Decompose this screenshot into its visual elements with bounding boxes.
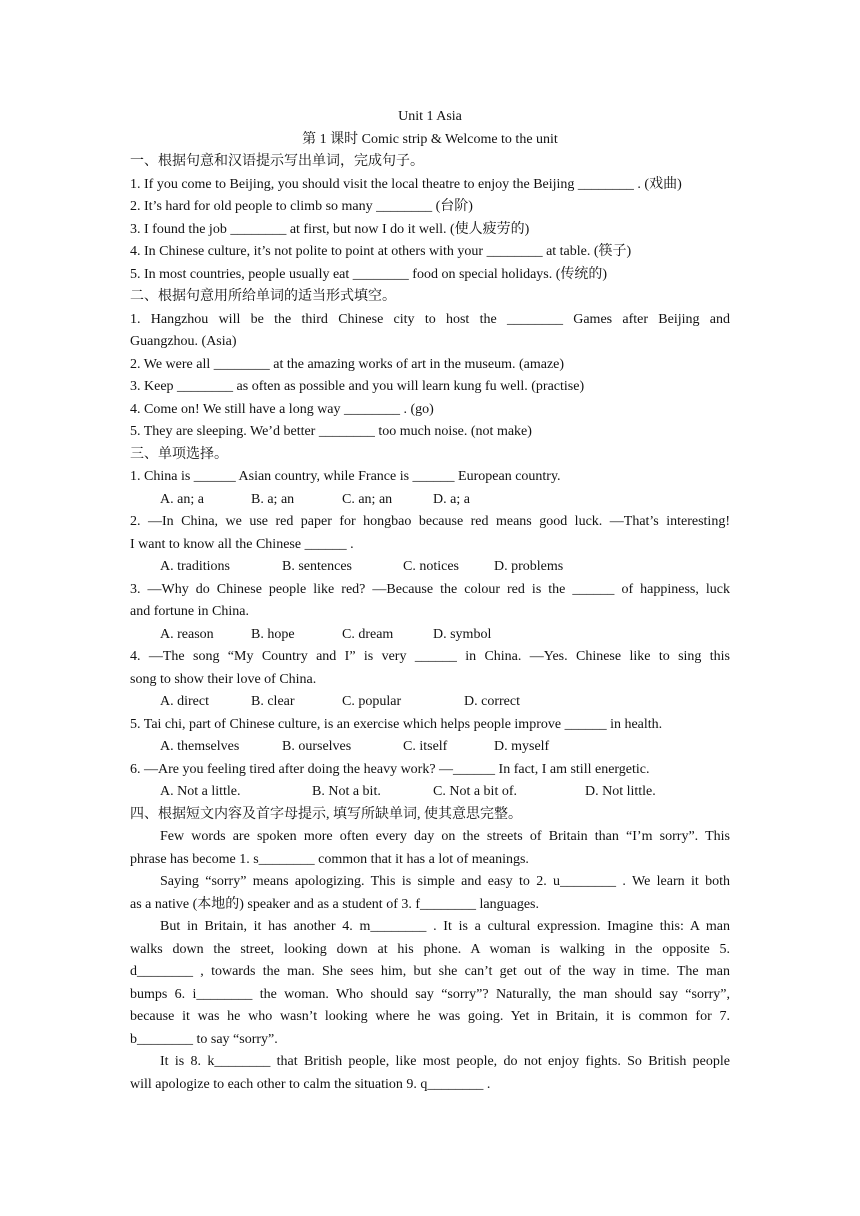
worksheet-content bbox=[130, 106, 730, 1096]
option-c: C. popular bbox=[342, 694, 402, 709]
s1-question-3: 3. I found the job ________ at first, but now I do it well. (使人疲劳的) bbox=[130, 221, 530, 237]
option-d: D. problems bbox=[494, 559, 564, 574]
s3-question-2-line-2: I want to know all the Chinese ______ . bbox=[130, 536, 354, 552]
passage-line: But in Britain, it has another 4. m________ . It is a cultural expression. Imagine this: A man bbox=[160, 919, 730, 934]
option-a: A. direct bbox=[160, 694, 209, 709]
passage-line: phrase has become 1. s________ common that it has a lot of meanings. bbox=[130, 851, 529, 867]
s2-question-1-line-1: 1. Hangzhou will be the third Chinese city to host the ________ Games after Beijing and bbox=[130, 311, 730, 327]
passage-line: Saying “sorry” means apologizing. This is simple and easy to 2. u________ . We learn it both bbox=[160, 874, 730, 889]
s3-q2-options bbox=[130, 556, 730, 579]
option-d: D. symbol bbox=[433, 626, 492, 642]
s2-question-3: 3. Keep ________ as often as possible and you will learn kung fu well. (practise) bbox=[130, 379, 585, 394]
s3-question-4-line-2: song to show their love of China. bbox=[130, 671, 317, 687]
passage-line: It is 8. k________ that British people, like most people, do not enjoy fights. So British people bbox=[160, 1054, 730, 1069]
s3-question-5: 5. Tai chi, part of Chinese culture, is an exercise which helps people improve ______ in health. bbox=[130, 716, 663, 732]
option-a: A. themselves bbox=[160, 739, 240, 754]
option-a: A. an; a bbox=[160, 491, 204, 507]
section-2-heading: 二、根据句意用所给单词的适当形式填空。 bbox=[130, 289, 396, 304]
s3-question-4-line-1: 4. —The song “My Country and I” is very ______ in China. —Yes. Chinese like to sing this bbox=[130, 649, 730, 664]
s1-question-1: 1. If you come to Beijing, you should visit the local theatre to enjoy the Beijing ________ . (戏曲) bbox=[130, 176, 682, 192]
passage-line: walks down the street, looking down at his phone. A woman is walking in the opposite 5. bbox=[130, 941, 730, 957]
option-c: C. an; an bbox=[342, 491, 393, 507]
s1-question-2: 2. It’s hard for old people to climb so many ________ (台阶) bbox=[130, 199, 473, 214]
passage-line: Few words are spoken more often every day on the streets of Britain than “I’m sorry”. This bbox=[160, 829, 730, 844]
option-c: C. itself bbox=[403, 739, 448, 754]
s2-question-1-line-2: Guangzhou. (Asia) bbox=[130, 334, 237, 349]
option-d: D. Not little. bbox=[585, 784, 656, 799]
passage-line: b________ to say “sorry”. bbox=[130, 1031, 278, 1047]
option-d: D. a; a bbox=[433, 491, 470, 507]
option-b: B. a; an bbox=[251, 491, 295, 507]
option-a: A. reason bbox=[160, 626, 214, 642]
s3-q4-options bbox=[130, 691, 730, 714]
option-c: C. notices bbox=[403, 559, 459, 574]
s1-question-5: 5. In most countries, people usually eat ________ food on special holidays. (传统的) bbox=[130, 266, 608, 282]
option-c: C. dream bbox=[342, 626, 394, 642]
option-d: D. myself bbox=[494, 739, 550, 754]
option-b: B. hope bbox=[251, 626, 295, 642]
s3-q5-options bbox=[130, 736, 730, 759]
option-b: B. sentences bbox=[282, 559, 352, 574]
option-a: A. Not a little. bbox=[160, 784, 241, 799]
s3-q6-options bbox=[130, 781, 730, 804]
s3-question-2-line-1: 2. —In China, we use red paper for hongbao because red means good luck. —That’s interesting! bbox=[130, 514, 730, 529]
s3-question-3-line-2: and fortune in China. bbox=[130, 604, 249, 619]
section-1-heading: 一、根据句意和汉语提示写出单词，完成句子。 bbox=[130, 154, 424, 169]
page-title: Unit 1 Asia bbox=[398, 109, 462, 124]
section-3-heading: 三、单项选择。 bbox=[130, 446, 228, 462]
section-4-heading: 四、根据短文内容及首字母提示, 填写所缺单词, 使其意思完整。 bbox=[130, 806, 522, 822]
s2-question-2: 2. We were all ________ at the amazing works of art in the museum. (amaze) bbox=[130, 356, 565, 372]
s2-question-5: 5. They are sleeping. We’d better ________ too much noise. (not make) bbox=[130, 424, 532, 439]
passage-line: d________ , towards the man. She sees him, but she can’t get out of the way in time. The man bbox=[130, 964, 730, 979]
option-d: D. correct bbox=[464, 694, 520, 709]
passage-line: bumps 6. i________ the woman. Who should say “sorry”? Naturally, the man should say “sorry”, bbox=[130, 986, 730, 1002]
s1-question-4: 4. In Chinese culture, it’s not polite to point at others with your ________ at table. (筷子) bbox=[130, 244, 632, 259]
option-b: B. clear bbox=[251, 694, 295, 709]
option-b: B. ourselves bbox=[282, 739, 352, 754]
option-c: C. Not a bit of. bbox=[433, 784, 517, 799]
passage-line: because it was he who wasn’t looking where he was going. Yet in Britain, it is common for 7. bbox=[130, 1009, 730, 1024]
s3-q3-options bbox=[130, 624, 730, 647]
option-a: A. traditions bbox=[160, 559, 230, 574]
s3-question-3-line-1: 3. —Why do Chinese people like red? —Because the colour red is the ______ of happiness, luck bbox=[130, 581, 730, 597]
passage-line: as a native (本地的) speaker and as a student of 3. f________ languages. bbox=[130, 896, 539, 912]
s3-question-6: 6. —Are you feeling tired after doing the heavy work? —______ In fact, I am still energetic. bbox=[130, 761, 650, 777]
s3-q1-options bbox=[130, 489, 730, 512]
lesson-subtitle: 第 1 课时 Comic strip & Welcome to the unit bbox=[302, 131, 558, 147]
s2-question-4: 4. Come on! We still have a long way ________ . (go) bbox=[130, 401, 434, 417]
option-b: B. Not a bit. bbox=[312, 784, 381, 799]
passage-line: will apologize to each other to calm the situation 9. q________ . bbox=[130, 1076, 491, 1092]
s3-question-1: 1. China is ______ Asian country, while France is ______ European country. bbox=[130, 469, 561, 484]
